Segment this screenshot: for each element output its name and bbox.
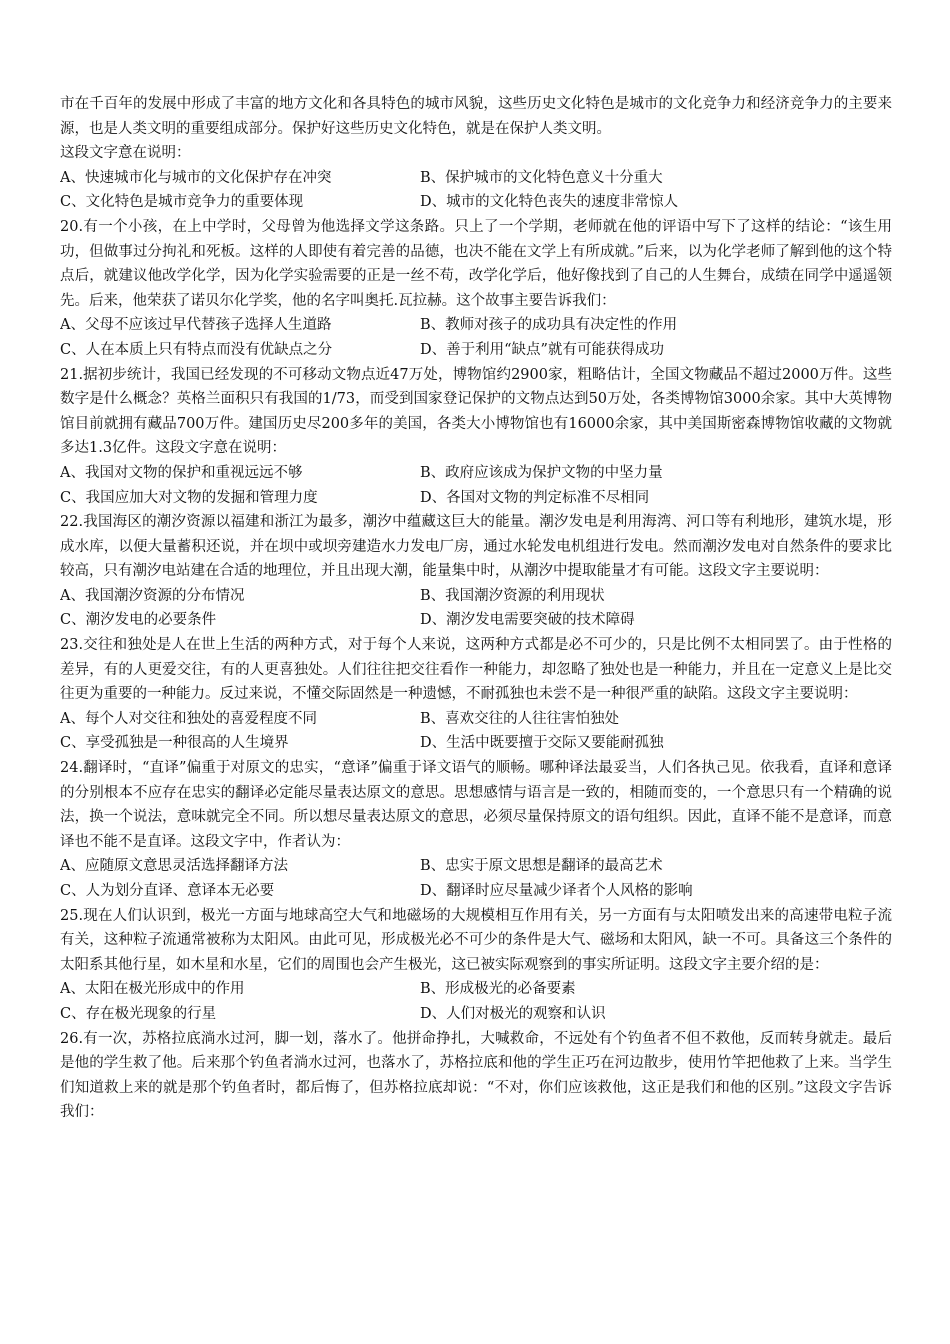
option-b: B、保护城市的文化特色意义十分重大	[420, 169, 663, 186]
option-a: A、我国对文物的保护和重视远远不够	[60, 464, 303, 481]
question-23	[60, 633, 892, 756]
question-25	[60, 904, 892, 1027]
option-d: D、人们对极光的观察和认识	[420, 1005, 606, 1022]
question-text: 26.有一次，苏格拉底淌水过河，脚一划，落水了。他拼命挣扎，大喊救命，不远处有个钓鱼者不但不救他，反而转身就走。最后是他的学生救了他。后来那个钓鱼者淌水过河，也落水了，苏格拉底和他的学生正巧在河边散步，使用竹竿把他救了上来。当学生们知道救上来的就是那个钓鱼者时，都后悔了，但苏格拉底却说：“不对，你们应该救他，这正是我们和他的区别。”这段文字告诉我们：	[60, 1030, 892, 1121]
option-c: C、文化特色是城市竞争力的重要体现	[60, 194, 304, 211]
options	[60, 584, 892, 633]
question-text: 22.我国海区的潮汐资源以福建和浙江为最多，潮汐中蕴藏这巨大的能量。潮汐发电是利用海湾、河口等有利地形，建筑水堤，形成水库，以便大量蓄积还说，并在坝中或坝旁建造水力发电厂房，通过水轮发电机组进行发电。然而潮汐发电对自然条件的要求比较高，只有潮汐电站建在合适的地理位，并且出现大潮，能量集中时，从潮汐中提取能量才有可能。这段文字主要说明：	[60, 514, 892, 580]
question-22	[60, 510, 892, 633]
question-text: 23.交往和独处是人在世上生活的两种方式，对于每个人来说，这两种方式都是必不可少的，只是比例不太相同罢了。由于性格的差异，有的人更爱交往，有的人更喜独处。人们往往把交往看作一种能力，却忽略了独处也是一种能力，并且在一定意义上是比交往更为重要的一种能力。反过来说，不懂交际固然是一种遗憾，不耐孤独也未尝不是一种很严重的缺陷。这段文字主要说明：	[60, 637, 892, 703]
question-24	[60, 756, 892, 904]
option-a: A、快速城市化与城市的文化保护存在冲突	[60, 169, 332, 186]
option-d: D、翻译时应尽量减少译者个人风格的影响	[420, 883, 693, 899]
option-b: B、忠实于原文思想是翻译的最高艺术	[420, 858, 663, 875]
question-21	[60, 363, 892, 511]
option-c: C、享受孤独是一种很高的人生境界	[60, 735, 289, 752]
option-d: D、潮汐发电需要突破的技术障碍	[420, 612, 635, 629]
question-20	[60, 215, 892, 363]
option-d: D、城市的文化特色丧失的速度非常惊人	[420, 194, 679, 211]
question-text: 21.据初步统计，我国已经发现的不可移动文物点近47万处，博物馆约2900家，粗略估计，全国文物藏品不超过2000万件。这些数字是什么概念？英格兰面积只有我国的1/73，而受到国家登记保护的文物点达到50万处，各类博物馆3000余家。其中大英博物馆目前就拥有藏品700万件。建国历史尽200多年的美国，各类大小博物馆也有16000余家，其中美国斯密森博物馆收藏的文物就多达1.3亿件。这段文字意在说明：	[60, 366, 892, 457]
option-c: C、我国应加大对文物的发掘和管理力度	[60, 489, 318, 506]
option-a: A、我国潮汐资源的分布情况	[60, 587, 245, 604]
exam-page	[60, 92, 892, 1125]
option-a: A、每个人对交往和独处的喜爱程度不同	[60, 710, 317, 727]
option-b: B、喜欢交往的人往往害怕独处	[420, 710, 620, 727]
option-d: D、生活中既要擅于交际又要能耐孤独	[420, 735, 664, 752]
option-d: D、各国对文物的判定标准不尽相同	[420, 489, 650, 506]
question-19-continued	[60, 92, 892, 215]
options	[60, 166, 892, 215]
options	[60, 313, 892, 362]
option-b: B、政府应该成为保护文物的中坚力量	[420, 464, 663, 481]
question-prompt: 这段文字意在说明：	[60, 145, 191, 162]
options	[60, 977, 892, 1026]
option-b: B、形成极光的必备要素	[420, 981, 576, 998]
option-c: C、潮汐发电的必要条件	[60, 612, 217, 629]
option-a: A、太阳在极光形成中的作用	[60, 981, 245, 998]
option-c: C、存在极光现象的行星	[60, 1005, 217, 1022]
question-26	[60, 1027, 892, 1125]
option-a: A、应随原文意思灵活选择翻译方法	[60, 858, 288, 875]
question-text: 市在千百年的发展中形成了丰富的地方文化和各具特色的城市风貌，这些历史文化特色是城市的文化竞争力和经济竞争力的主要来源，也是人类文明的重要组成部分。保护好这些历史文化特色，就是在保护人类文明。	[60, 96, 892, 137]
question-text: 25.现在人们认识到，极光一方面与地球高空大气和地磁场的大规模相互作用有关，另一方面有与太阳喷发出来的高速带电粒子流有关，这种粒子流通常被称为太阳风。由此可见，形成极光必不可少的条件是大气、磁场和太阳风，缺一不可。具备这三个条件的太阳系其他行星，如木星和水星，它们的周围也会产生极光，这已被实际观察到的事实所证明。这段文字主要介绍的是：	[60, 907, 892, 973]
option-c: C、人在本质上只有特点而没有优缺点之分	[60, 341, 333, 358]
option-b: B、教师对孩子的成功具有决定性的作用	[420, 317, 678, 334]
options	[60, 854, 892, 903]
options	[60, 707, 892, 756]
options	[60, 461, 892, 510]
question-text: 20.有一个小孩，在上中学时，父母曾为他选择文学这条路。只上了一个学期，老师就在他的评语中写下了这样的结论：“该生用功，但做事过分拘礼和死板。这样的人即使有着完善的品德，也决不能在文学上有所成就。”后来，以为化学老师了解到他的这个特点后，就建议他改学化学，因为化学实验需要的正是一丝不苟，改学化学后，他好像找到了自己的人生舞台，成绩在同学中遥遥领先。后来，他荣获了诺贝尔化学奖，他的名字叫奥托.瓦拉赫。这个故事主要告诉我们：	[60, 218, 892, 309]
option-a: A、父母不应该过早代替孩子选择人生道路	[60, 317, 332, 334]
option-c: C、人为划分直译、意译本无必要	[60, 883, 275, 899]
option-d: D、善于利用“缺点”就有可能获得成功	[420, 341, 664, 358]
option-b: B、我国潮汐资源的利用现状	[420, 587, 605, 604]
question-text: 24.翻译时，“直译”偏重于对原文的忠实，“意译”偏重于译文语气的顺畅。哪种译法最妥当，人们各执己见。依我看，直译和意译的分别根本不应存在忠实的翻译必定能尽量表达原文的意思。思想感情与语言是一致的，相随而变的，一个意思只有一个精确的说法，换一个说法，意味就完全不同。所以想尽量表达原文的意思，必须尽量保持原文的语句组织。因此，直译不能不是意译，而意译也不能不是直译。这段文字中，作者认为：	[60, 760, 892, 850]
